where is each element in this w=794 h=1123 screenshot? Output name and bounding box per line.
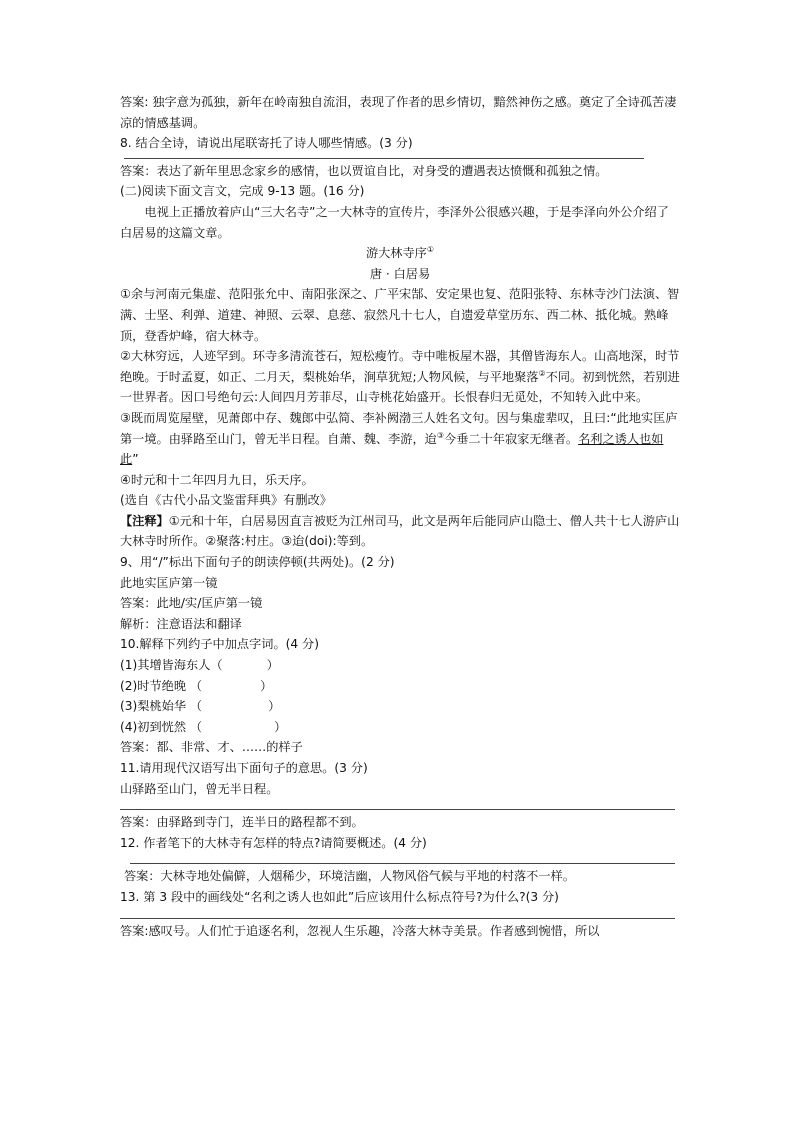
- q13-answer: 答案:感叹号。人们忙于追逐名利，忽视人生乐趣，冷落大林寺美景。作者感到惋惜，所以: [120, 923, 600, 938]
- passage-notes: [120, 511, 680, 552]
- q8-answer: 答案：表达了新年里思念家乡的感情，也以贾谊自比，对身受的遭遇表达愤慨和孤独之情。: [120, 163, 608, 178]
- q9-analysis: 解析：注意语法和翻译: [120, 616, 242, 631]
- para3-text-a: ③既而周览屋壁，见萧郎中存、魏郎中弘简、李补阙渤三人姓名文句。因与集虚辈叹，且曰:“此地实匡庐第一境。由驿路至山门，曾无半日程。自萧、魏、李游，迨: [120, 410, 678, 446]
- q10-answer: 答案：都、非常、才、……的样子: [120, 740, 303, 755]
- q10-item-3: [120, 696, 680, 717]
- passage-author: 唐 · 白居易: [369, 266, 431, 281]
- q10-item-4-close: ）: [274, 719, 287, 734]
- q11-question: 11.请用现代汉语写出下面句子的意思。(3 分): [120, 761, 368, 775]
- para2-text-b: 不同。初到恍然，若别进一世界者。因口号绝句云:人间四月芳菲尽，山寺桃花始盛开。长恨春归无觅处，不知转入此中来。: [120, 369, 680, 405]
- q11-sentence: 山驿路至山门，曾无半日程。: [120, 781, 279, 796]
- q10-item-2-label: (2)时节绝晚 （: [120, 678, 203, 693]
- para2-footnote-mark: ②: [538, 368, 546, 378]
- q10-item-4-label: (4)初到恍然 （: [120, 719, 203, 734]
- q9-answer: 答案：此地/实/匡庐第一镜: [120, 596, 263, 611]
- notes-text: ①元和十年，白居易因直言被贬为江州司马，此文是两年后能同庐山隐士、僧人共十七人游庐山大林寺时所作。②聚落:村庄。③迨(doi):等到。: [120, 513, 680, 549]
- q10-question: 10.解释下列约子中加点字词。(4 分): [120, 637, 319, 652]
- passage-title: [120, 243, 680, 264]
- q7-answer: 答案: 独字意为孤独，新年在岭南独自流泪，表现了作者的思乡情切，黯然神伤之感。奠定了全诗孤苦凄凉的情感基调。: [120, 95, 677, 130]
- section2-header: (二)阅读下面文言文，完成 9-13 题。(16 分): [120, 184, 365, 199]
- q10-item-4: [120, 717, 680, 738]
- q11-answer: 答案：由驿路到寺门，连半日的路程都不到。: [120, 815, 364, 830]
- intro-paragraph: 电视上正播放着庐山“三大名寺”之一大林寺的宣传片，李泽外公很感兴趣，于是李泽向外公介绍了白居易的这篇文章。: [120, 204, 669, 240]
- q12-question: 12. 作者笔下的大林寺有怎样的特点?请简要概述。(4 分): [120, 835, 427, 850]
- answer-line: [120, 809, 675, 810]
- title-footnote-mark: ①: [426, 245, 435, 255]
- answer-line: [124, 158, 644, 159]
- q10-item-1-close: ）: [266, 658, 279, 673]
- q10-item-2-close: ）: [260, 678, 273, 693]
- para3-end-quote: ”: [132, 452, 139, 467]
- q10-item-2: [120, 676, 680, 697]
- q10-item-3-close: ）: [268, 699, 281, 714]
- passage-source: (选自《古代小品文鉴雷拜典》有删改》: [120, 493, 332, 508]
- underlined-sentence: 名利之诱人也如此: [120, 431, 664, 467]
- para3-text-b: 今垂二十年寂家无继者。: [444, 431, 579, 446]
- passage-paragraph-1: ①余与河南元集虚、范阳张允中、南阳张深之、广平宋郜、安定果也复、范阳张特、东林寺沙门法演、智满、士坚、利弹、道建、神照、云翠、息慈、寂然凡十七人，自遗爱草堂历东、西二林、抵化城。熟峰顶，登香炉峰，宿大林寺。: [120, 287, 680, 343]
- answer-line: [130, 863, 675, 864]
- q10-item-1-label: (1)其增皆海东人（: [120, 658, 223, 673]
- document-page: [120, 92, 680, 941]
- q8-question: 8. 结合全诗，请说出尾联寄托了诗人哪些情感。(3 分): [120, 136, 413, 151]
- para2-text-a: ②大林穷远，人迹罕到。环寺多清流苍石，短松瘦竹。寺中唯板屋木器，其僧皆海东人。山高地深，时节绝晚。于时孟夏，如正、二月天，梨桃始华，涧草犹短;人物风候，与平地聚落: [120, 349, 680, 384]
- passage-title-text: 游大林寺序: [365, 246, 427, 261]
- q10-item-3-label: (3)梨桃始华 （: [120, 699, 203, 714]
- passage-paragraph-2: [120, 346, 680, 408]
- notes-label: 【注释】: [120, 513, 169, 528]
- q9-question: 9、用“/”标出下面句子的朗读停顿(共两处)。(2 分): [120, 555, 395, 570]
- q12-answer: 答案：大林寺地处偏僻，人烟稀少，环境洁幽，人物风俗气候与平地的村落不一样。: [124, 869, 575, 884]
- q9-sentence: 此地实匡庐第一镜: [120, 575, 218, 590]
- q10-item-1: [120, 655, 680, 676]
- q13-question: 13. 第 3 段中的画线处“名利之诱人也如此”后应该用什么标点符号?为什么?(3 分): [120, 889, 559, 904]
- para3-footnote-mark: ③: [436, 430, 445, 440]
- passage-paragraph-3: [120, 408, 680, 470]
- passage-paragraph-4: ④时元和十二年四月九日，乐天序。: [120, 472, 314, 487]
- answer-line: [120, 918, 675, 919]
